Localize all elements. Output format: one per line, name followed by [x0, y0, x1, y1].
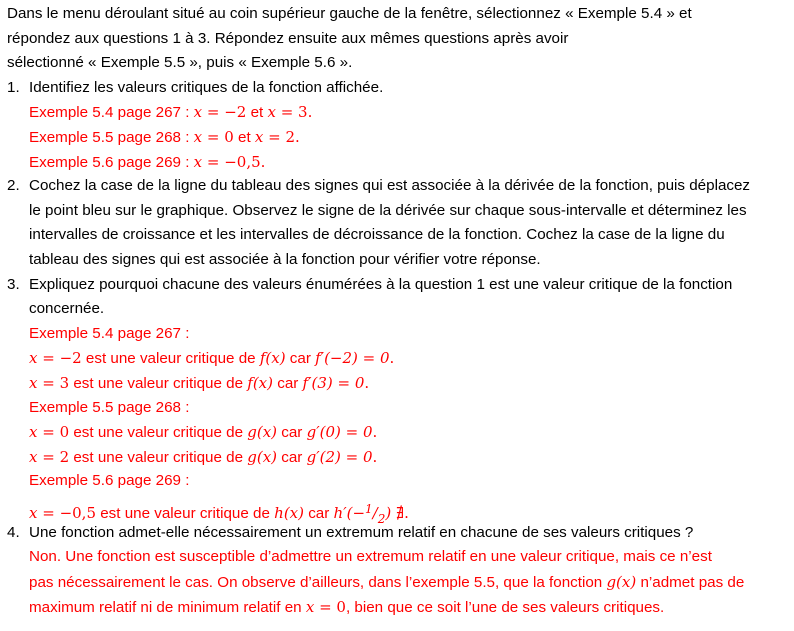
answer-text: car	[273, 374, 303, 392]
math-argument: (x)	[283, 503, 304, 522]
answer-line	[7, 494, 792, 526]
question-4	[7, 521, 792, 546]
math-value: = 3	[37, 373, 70, 392]
intro-line: sélectionné « Exemple 5.5 », puis « Exemple 5.6 ».	[7, 54, 353, 72]
derivative-suffix: ) ∄	[385, 503, 405, 522]
answer-text: est une valeur critique de	[96, 504, 275, 522]
answer-text: car	[303, 504, 334, 522]
math-value: = 2	[263, 127, 296, 146]
answer-line	[7, 570, 792, 595]
math-function: g(x)	[606, 573, 637, 592]
answer-text: est une valeur critique de	[69, 424, 248, 442]
punct: .	[389, 349, 395, 368]
math-value: = −0,5	[37, 503, 96, 522]
example-label: Exemple 5.6 page 269 :	[29, 153, 194, 171]
answer-line	[7, 125, 792, 150]
fraction-denominator: 2	[377, 511, 386, 526]
math-function: g	[247, 423, 257, 442]
math-derivative: f′(−2) = 0	[315, 349, 390, 368]
answer-line	[7, 595, 792, 620]
answer-text: est une valeur critique de	[81, 350, 260, 368]
answer-text: car	[277, 424, 307, 442]
answer-text: , bien que ce soit l’une de ses valeurs critiques.	[345, 598, 665, 616]
punct: .	[260, 152, 266, 171]
math-value: = −2	[202, 103, 247, 122]
intro-line: répondez aux questions 1 à 3. Répondez ensuite aux mêmes questions après avoir	[7, 29, 569, 47]
math-var: x	[29, 447, 38, 466]
math-var: x	[29, 349, 38, 368]
example-label: Exemple 5.4 page 267 :	[29, 324, 190, 342]
question-3	[7, 273, 792, 298]
math-var: x	[254, 127, 264, 146]
answer-text: pas nécessairement le cas. On observe d’ailleurs, dans l’exemple 5.5, que la fonction	[29, 574, 607, 592]
math-function: f	[247, 373, 253, 392]
punct: .	[372, 447, 378, 466]
math-function: h	[274, 503, 284, 522]
answer-text: est une valeur critique de	[69, 374, 248, 392]
example-label: Exemple 5.5 page 268 :	[29, 398, 190, 416]
fraction-slash: /	[372, 503, 378, 522]
math-var: x	[305, 597, 315, 616]
answer-text: car	[277, 448, 307, 466]
intro-line: Dans le menu déroulant situé au coin supérieur gauche de la fenêtre, sélectionnez « Exemple 5.4 » et	[7, 5, 692, 22]
math-var: x	[193, 103, 203, 122]
punct: .	[404, 503, 409, 522]
math-value: = −0,5	[202, 152, 261, 171]
punct: .	[364, 373, 370, 392]
math-var: x	[193, 127, 203, 146]
question-number: 4.	[7, 523, 20, 541]
derivative-prefix: h′(−	[333, 503, 366, 522]
question-2	[7, 174, 792, 199]
answer-text: car	[285, 350, 316, 368]
fraction-numerator: 1	[365, 501, 373, 516]
answer-text: est une valeur critique de	[69, 448, 248, 466]
exercise-document	[7, 2, 792, 619]
math-value: = 2	[37, 447, 70, 466]
conjunction: et	[233, 128, 255, 146]
punct: .	[295, 127, 300, 146]
question-text: Cochez la case de la ligne du tableau des signes qui est associée à la dérivée de la fonction, puis déplacez	[29, 177, 751, 195]
math-derivative: g′(0) = 0	[306, 423, 373, 442]
math-var: x	[193, 152, 203, 171]
question-text: Identifiez les valeurs critiques de la fonction affichée.	[29, 78, 384, 96]
math-value: = 0	[202, 127, 234, 146]
math-value: = −2	[37, 349, 82, 368]
question-text: Expliquez pourquoi chacune des valeurs énumérées à la question 1 est une valeur critique de la fonction	[29, 275, 733, 293]
answer-line	[7, 420, 792, 445]
question-number: 2.	[7, 177, 20, 195]
math-value: = 3	[275, 103, 308, 122]
math-value: = 0	[37, 423, 70, 442]
math-argument: (x)	[252, 373, 273, 392]
punct: .	[372, 423, 378, 442]
math-var: x	[29, 423, 38, 442]
math-derivative: f′(3) = 0	[302, 373, 365, 392]
answer-line	[7, 371, 792, 396]
example-label: Exemple 5.5 page 268 :	[29, 128, 194, 146]
math-function: g	[247, 447, 257, 466]
question-text: tableau des signes qui est associée à la fonction pour vérifier votre réponse.	[29, 250, 541, 268]
answer-line	[7, 100, 792, 125]
answer-line	[7, 445, 792, 470]
math-var: x	[29, 373, 38, 392]
answer-line	[7, 150, 792, 175]
math-var: x	[267, 103, 276, 122]
math-var: x	[29, 503, 38, 522]
conjunction: et	[246, 104, 268, 122]
question-number: 1.	[7, 78, 20, 96]
question-text: intervalles de croissance et les intervalles de décroissance de la fonction. Cochez la case de la ligne du	[29, 226, 725, 244]
answer-text: n’admet pas de	[636, 574, 745, 592]
question-text: le point bleu sur le graphique. Observez le signe de la dérivée sur chaque sous-intervalle et déterminez les	[29, 201, 747, 219]
math-derivative: g′(2) = 0	[306, 447, 373, 466]
math-argument: (x)	[265, 349, 286, 368]
punct: .	[307, 103, 313, 122]
answer-line: Non. Une fonction est susceptible d’admettre un extremum relatif en une valeur critique, mais ce n’est	[29, 548, 712, 566]
example-label: Exemple 5.4 page 267 :	[29, 104, 194, 122]
answer-text: maximum relatif ni de minimum relatif en	[29, 598, 306, 616]
example-label: Exemple 5.6 page 269 :	[29, 472, 190, 490]
math-value: = 0	[314, 597, 346, 616]
answer-line	[7, 346, 792, 371]
math-argument: (x)	[256, 447, 278, 466]
question-number: 3.	[7, 275, 20, 293]
question-1	[7, 76, 792, 101]
math-derivative	[333, 501, 405, 526]
math-argument: (x)	[256, 423, 278, 442]
question-text: concernée.	[29, 300, 105, 318]
question-text: Une fonction admet-elle nécessairement un extremum relatif en chacune de ses valeurs critiques ?	[29, 523, 694, 541]
math-function: f	[259, 349, 266, 368]
